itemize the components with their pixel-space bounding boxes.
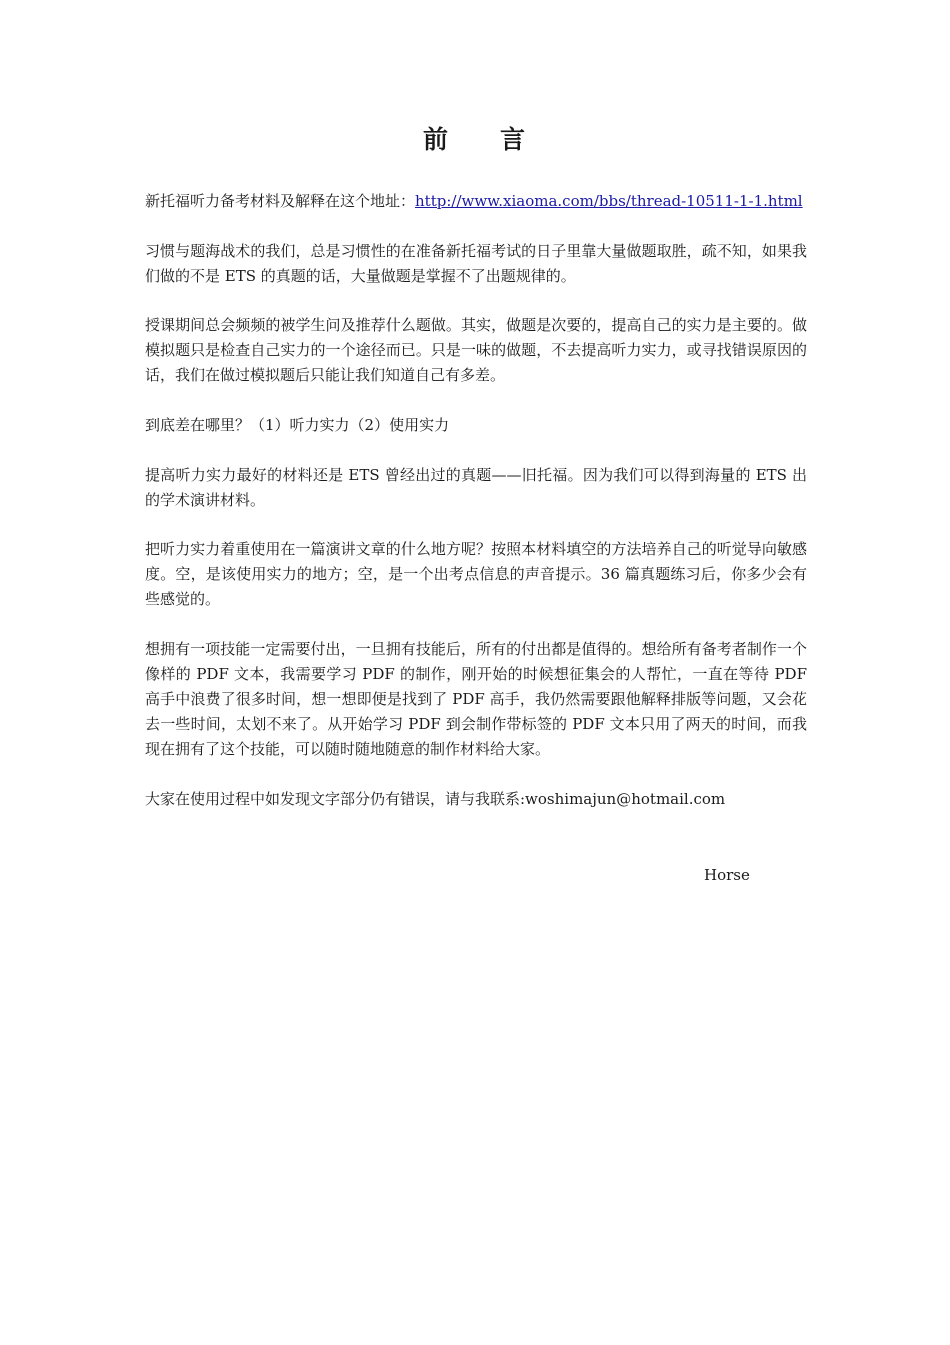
paragraph-6: 想拥有一项技能一定需要付出，一旦拥有技能后，所有的付出都是值得的。想给所有备考者制作一个像样的 PDF 文本，我需要学习 PDF 的制作，刚开始的时候想征集会的人帮忙，一直在等待 PDF 高手中浪费了很多时间，想一想即便是找到了 PDF 高手，我仍然需要跟他解释排版等问题，又会花去一些时间，太划不来了。从开始学习 PDF 到会制作带标签的 PDF 文本只用了两天的时间，而我现在拥有了这个技能，可以随时随地随意的制作材料给大家。 [145, 640, 807, 758]
intro-text: 新托福听力备考材料及解释在这个地址： [145, 192, 416, 210]
contact-paragraph: 大家在使用过程中如发现文字部分仍有错误，请与我联系:woshimajun@hotmail.com [145, 790, 726, 808]
paragraph-4: 提高听力实力最好的材料还是 ETS 曾经出过的真题——旧托福。因为我们可以得到海量的 ETS 出的学术演讲材料。 [145, 466, 807, 509]
title-char-1: 前 [422, 125, 450, 154]
signature: Horse [704, 866, 750, 884]
resource-link[interactable]: http://www.xiaoma.com/bbs/thread-10511-1-1.html [415, 192, 803, 210]
paragraph-2: 授课期间总会频频的被学生问及推荐什么题做。其实，做题是次要的，提高自己的实力是主要的。做模拟题只是检查自己实力的一个途径而已。只是一味的做题，不去提高听力实力，或寻找错误原因的话，我们在做过模拟题后只能让我们知道自己有多差。 [145, 316, 807, 384]
paragraph-1: 习惯与题海战术的我们，总是习惯性的在准备新托福考试的日子里靠大量做题取胜，疏不知，如果我们做的不是 ETS 的真题的话，大量做题是掌握不了出题规律的。 [145, 242, 807, 285]
paragraph-5: 把听力实力着重使用在一篇演讲文章的什么地方呢？按照本材料填空的方法培养自己的听觉导向敏感度。空，是该使用实力的地方；空，是一个出考点信息的声音提示。36 篇真题练习后，你多少会有些感觉的。 [145, 540, 807, 608]
page-title [0, 122, 950, 158]
paragraph-3: 到底差在哪里？（1）听力实力（2）使用实力 [145, 416, 450, 434]
intro-paragraph [145, 189, 807, 214]
title-char-2: 言 [500, 125, 528, 154]
